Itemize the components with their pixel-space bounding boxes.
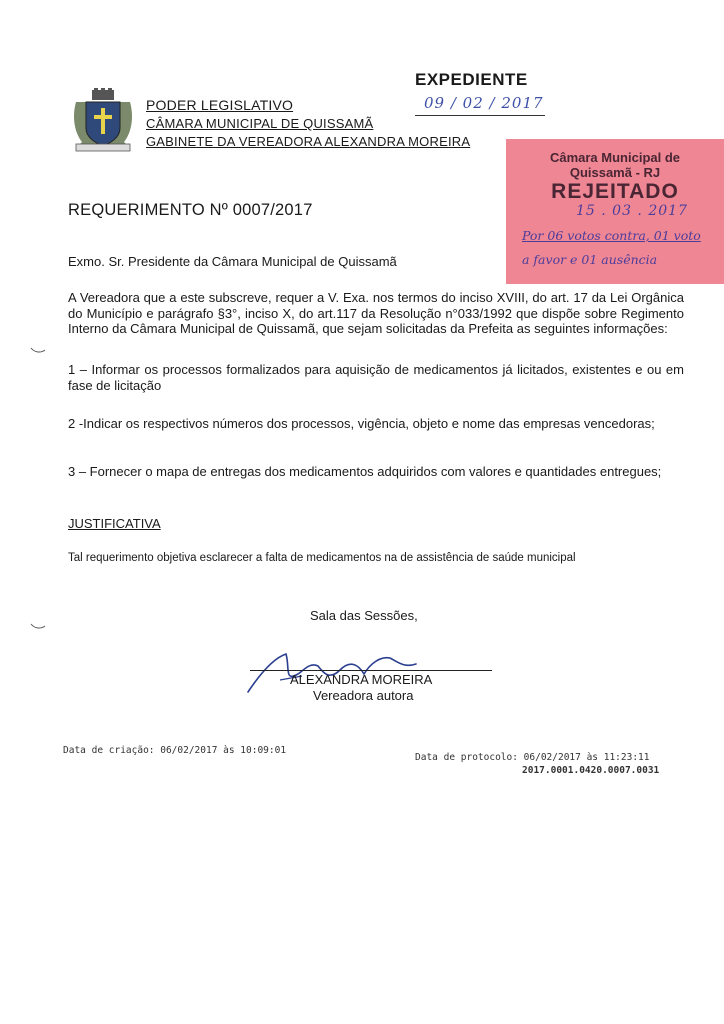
stamp-line-2: Quissamã - RJ (569, 165, 661, 180)
request-item-2: 2 -Indicar os respectivos números dos processos, vigência, objeto e nome das empresas vencedoras; (68, 416, 655, 431)
stamp-line-1: Câmara Municipal de (549, 150, 681, 165)
document-title: REQUERIMENTO Nº 0007/2017 (68, 201, 313, 219)
stamp-status: REJEITADO (551, 180, 679, 203)
greeting: Exmo. Sr. Presidente da Câmara Municipal de Quissamã (68, 254, 397, 269)
expediente-date: 09 / 02 / 2017 (424, 94, 544, 112)
protocol-code: 2017.0001.0420.0007.0031 (522, 765, 660, 776)
header-line-1: PODER LEGISLATIVO (146, 97, 294, 113)
stamp-date: 15 . 03 . 2017 (576, 203, 688, 219)
scan-mark (30, 346, 46, 354)
protocol-date: Data de protocolo: 06/02/2017 às 11:23:11 (415, 752, 650, 763)
stamp-note-line-1: Por 06 votos contra, 01 voto (522, 228, 701, 243)
expediente-label: EXPEDIENTE (415, 70, 528, 89)
stamp-note-line-2: a favor e 01 ausência (522, 252, 658, 267)
scan-mark (30, 622, 46, 630)
municipal-coat-of-arms (70, 88, 136, 154)
main-paragraph: A Vereadora que a este subscreve, requer a V. Exa. nos termos do inciso XVIII, do art. 17 da Lei Orgânica do Município e parágrafo §3°, inciso X, do art.117 da Resolução n°033/1992 que dispõe sobre Regimento Interno da Câmara Municipal de Quissamã, que sejam solicitadas da Prefeita as seguintes informações: (68, 290, 684, 336)
justification-text: Tal requerimento objetiva esclarecer a falta de medicamentos na de assistência de saúde municipal (68, 552, 576, 564)
creation-date: Data de criação: 06/02/2017 às 10:09:01 (63, 745, 287, 756)
signer-name: ALEXANDRA MOREIRA (290, 672, 433, 687)
header-line-3: GABINETE DA VEREADORA ALEXANDRA MOREIRA (146, 134, 471, 149)
signature-line (250, 670, 492, 671)
signer-role: Vereadora autora (313, 688, 414, 703)
request-item-1: 1 – Informar os processos formalizados para aquisição de medicamentos já licitados, existentes e ou em fase de licitação (68, 362, 684, 393)
header-line-2: CÂMARA MUNICIPAL DE QUISSAMÃ (146, 116, 374, 131)
justification-heading: JUSTIFICATIVA (68, 516, 161, 531)
expediente-underline (415, 115, 545, 116)
closing-line: Sala das Sessões, (310, 608, 418, 623)
request-item-3: 3 – Fornecer o mapa de entregas dos medicamentos adquiridos com valores e quantidades entregues; (68, 464, 662, 479)
